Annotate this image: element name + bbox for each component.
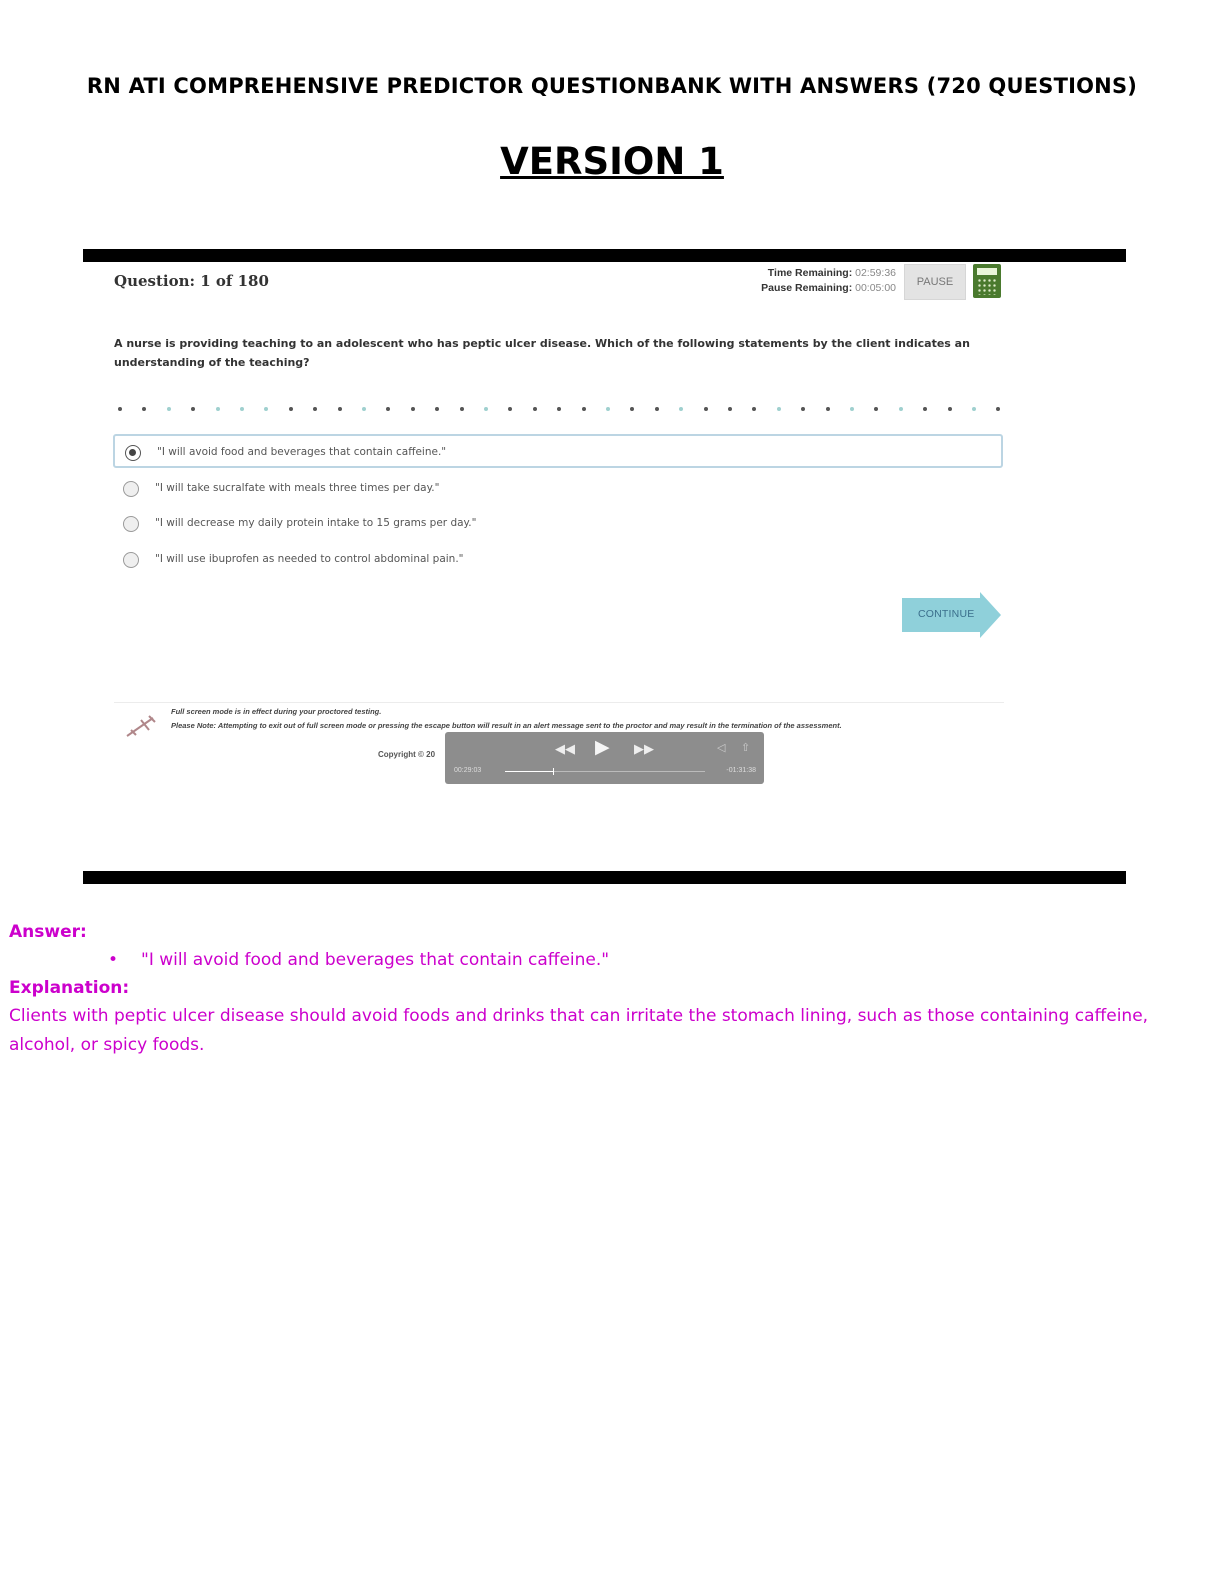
- progress-dot[interactable]: [313, 407, 317, 411]
- video-player-overlay: [445, 732, 764, 784]
- remaining-time: -01:31:38: [726, 767, 756, 774]
- progress-dot[interactable]: [435, 407, 439, 411]
- pause-button[interactable]: PAUSE: [904, 264, 966, 300]
- progress-dot[interactable]: [948, 407, 952, 411]
- continue-label: CONTINUE: [918, 608, 975, 620]
- footer-divider: [114, 702, 1004, 703]
- document-title: RN ATI COMPREHENSIVE PREDICTOR QUESTIONBANK WITH ANSWERS (720 QUESTIONS): [86, 74, 1138, 98]
- progress-dot[interactable]: [606, 407, 610, 411]
- progress-dot[interactable]: [264, 407, 268, 411]
- bullet: •: [108, 950, 119, 970]
- copyright: Copyright © 20: [378, 750, 436, 759]
- explanation-label: Explanation:: [9, 978, 130, 998]
- seek-fill: [505, 771, 553, 772]
- progress-dot[interactable]: [460, 407, 464, 411]
- progress-dot[interactable]: [191, 407, 195, 411]
- progress-dot[interactable]: [996, 407, 1000, 411]
- exam-screenshot: [83, 262, 1126, 871]
- progress-dot[interactable]: [386, 407, 390, 411]
- progress-dot[interactable]: [362, 407, 366, 411]
- answer-option-1[interactable]: [113, 434, 1003, 468]
- progress-dot[interactable]: [704, 407, 708, 411]
- proctor-icon: [123, 710, 163, 742]
- screenshot-top-border: [83, 249, 1126, 262]
- progress-dot[interactable]: [777, 407, 781, 411]
- progress-dot[interactable]: [972, 407, 976, 411]
- radio-button[interactable]: [123, 516, 139, 532]
- answer-section: [9, 918, 1209, 1060]
- progress-dot[interactable]: [216, 407, 220, 411]
- answer-text: "I will avoid food and beverages that contain caffeine.": [141, 950, 610, 970]
- escape-warning: Please Note: Attempting to exit out of full screen mode or pressing the escape button will result in an alert message sent to the proctor and may result in the termination of the assessment.: [171, 721, 842, 730]
- time-remaining-label: Time Remaining:: [767, 267, 853, 279]
- version-heading: VERSION 1: [500, 140, 724, 183]
- timers: [761, 266, 896, 296]
- play-icon[interactable]: ▶: [595, 737, 610, 758]
- progress-dot[interactable]: [582, 407, 586, 411]
- progress-dot[interactable]: [630, 407, 634, 411]
- time-remaining-value: 02:59:36: [855, 267, 896, 279]
- answer-option-4[interactable]: [113, 543, 1003, 577]
- question-counter: Question: 1 of 180: [114, 272, 269, 290]
- elapsed-time: 00:29:03: [454, 767, 482, 774]
- answer-option-2[interactable]: [113, 472, 1003, 506]
- fullscreen-note: Full screen mode is in effect during your proctored testing.: [171, 707, 382, 716]
- answer-option-3[interactable]: [113, 507, 1003, 541]
- radio-button[interactable]: [123, 552, 139, 568]
- calculator-icon[interactable]: [973, 264, 1001, 298]
- progress-dot[interactable]: [533, 407, 537, 411]
- progress-dot[interactable]: [411, 407, 415, 411]
- option-text: "I will decrease my daily protein intake to 15 grams per day.": [155, 517, 477, 529]
- progress-dot[interactable]: [826, 407, 830, 411]
- progress-dot[interactable]: [142, 407, 146, 411]
- question-text: A nurse is providing teaching to an adolescent who has peptic ulcer disease. Which of the following statements by the client indicates an understanding of the teaching?: [114, 337, 970, 369]
- progress-dot[interactable]: [923, 407, 927, 411]
- explanation-text: Clients with peptic ulcer disease should avoid foods and drinks that can irritate the stomach lining, such as those containing caffeine, alcohol, or spicy foods.: [9, 1006, 1149, 1055]
- progress-dot[interactable]: [240, 407, 244, 411]
- pause-remaining-value: 00:05:00: [855, 282, 896, 294]
- radio-button[interactable]: [125, 445, 141, 461]
- progress-dot[interactable]: [899, 407, 903, 411]
- seek-bar[interactable]: [505, 771, 705, 772]
- progress-dot[interactable]: [508, 407, 512, 411]
- answer-label: Answer:: [9, 922, 87, 942]
- progress-dot[interactable]: [118, 407, 122, 411]
- share-icon[interactable]: ⇧: [741, 742, 751, 754]
- progress-dots: [118, 407, 998, 413]
- option-text: "I will take sucralfate with meals three times per day.": [155, 482, 440, 494]
- progress-dot[interactable]: [484, 407, 488, 411]
- progress-dot[interactable]: [679, 407, 683, 411]
- progress-dot[interactable]: [850, 407, 854, 411]
- answer-item: [9, 946, 1209, 974]
- progress-dot[interactable]: [728, 407, 732, 411]
- progress-dot[interactable]: [338, 407, 342, 411]
- progress-dot[interactable]: [874, 407, 878, 411]
- screenshot-bottom-border: [83, 871, 1126, 884]
- progress-dot[interactable]: [752, 407, 756, 411]
- progress-dot[interactable]: [655, 407, 659, 411]
- progress-dot[interactable]: [801, 407, 805, 411]
- progress-dot[interactable]: [289, 407, 293, 411]
- rewind-icon[interactable]: ◀◀: [555, 741, 575, 756]
- option-text: "I will use ibuprofen as needed to control abdominal pain.": [155, 553, 464, 565]
- seek-handle[interactable]: [553, 768, 554, 775]
- option-text: "I will avoid food and beverages that contain caffeine.": [157, 446, 447, 458]
- continue-button[interactable]: [902, 592, 1002, 638]
- pause-remaining-label: Pause Remaining:: [761, 282, 853, 294]
- volume-icon[interactable]: ◁: [717, 742, 726, 754]
- fast-forward-icon[interactable]: ▶▶: [634, 741, 654, 756]
- radio-button[interactable]: [123, 481, 139, 497]
- progress-dot[interactable]: [557, 407, 561, 411]
- progress-dot[interactable]: [167, 407, 171, 411]
